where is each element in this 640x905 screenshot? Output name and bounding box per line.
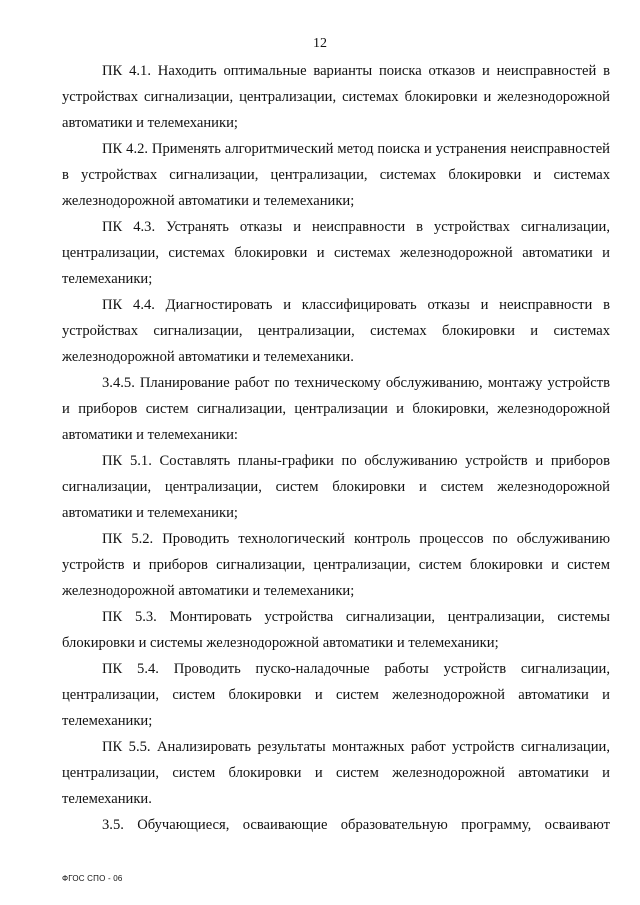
document-body <box>62 58 610 838</box>
paragraph-pk-5-1: ПК 5.1. Составлять планы-графики по обслуживанию устройств и приборов сигнализации, централизации, систем блокировки и систем железнодорожной автоматики и телемеханики; <box>62 453 610 521</box>
paragraph-pk-4-2: ПК 4.2. Применять алгоритмический метод поиска и устранения неисправностей в устройствах сигнализации, централизации, системах блокировки и системах железнодорожной автоматики и телемеханики; <box>62 141 610 209</box>
paragraph-pk-4-4: ПК 4.4. Диагностировать и классифицировать отказы и неисправности в устройствах сигнализации, централизации, системах блокировки и системах железнодорожной автоматики и телемеханики. <box>62 297 610 365</box>
paragraph-pk-5-4: ПК 5.4. Проводить пуско-наладочные работы устройств сигнализации, централизации, систем блокировки и систем железнодорожной автоматики и телемеханики; <box>62 661 610 729</box>
paragraph-pk-5-2: ПК 5.2. Проводить технологический контроль процессов по обслуживанию устройств и приборов сигнализации, централизации, систем блокировки и систем железнодорожной автоматики и телемеханики; <box>62 531 610 599</box>
footer-label: ФГОС СПО - 06 <box>62 874 123 883</box>
paragraph-section-3-5: 3.5. Обучающиеся, осваивающие образовательную программу, осваивают <box>102 817 610 833</box>
page-number: 12 <box>313 36 327 51</box>
paragraph-pk-5-3: ПК 5.3. Монтировать устройства сигнализации, централизации, системы блокировки и системы железнодорожной автоматики и телемеханики; <box>62 609 610 651</box>
paragraph-section-3-4-5: 3.4.5. Планирование работ по техническому обслуживанию, монтажу устройств и приборов систем сигнализации, централизации и блокировки, железнодорожной автоматики и телемеханики: <box>62 375 610 443</box>
paragraph-pk-4-3: ПК 4.3. Устранять отказы и неисправности в устройствах сигнализации, централизации, системах блокировки и системах железнодорожной автоматики и телемеханики; <box>62 219 610 287</box>
paragraph-pk-5-5: ПК 5.5. Анализировать результаты монтажных работ устройств сигнализации, централизации, систем блокировки и систем железнодорожной автоматики и телемеханики. <box>62 739 610 807</box>
paragraph-pk-4-1: ПК 4.1. Находить оптимальные варианты поиска отказов и неисправностей в устройствах сигнализации, централизации, системах блокировки и железнодорожной автоматики и телемеханики; <box>62 63 610 131</box>
